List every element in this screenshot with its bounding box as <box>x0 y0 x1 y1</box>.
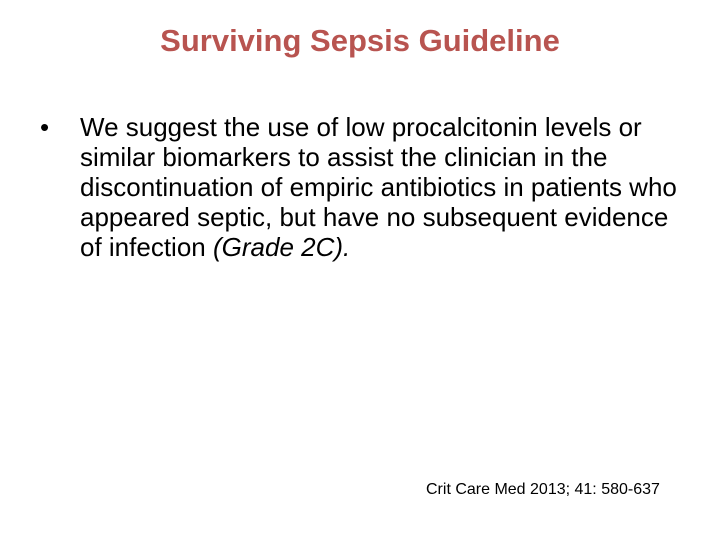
citation: Crit Care Med 2013; 41: 580-637 <box>426 481 660 498</box>
bullet-text: We suggest the use of low procalcitonin levels or similar biomarkers to assist the clinician in the discontinuation of empiric antibiotics in patients who appeared septic, but have no subsequent evidence of infection <box>80 112 677 262</box>
bullet-item <box>40 112 680 262</box>
grade-label: (Grade 2C). <box>212 232 351 262</box>
slide-title: Surviving Sepsis Guideline <box>160 23 560 58</box>
bullet-marker: • <box>40 112 50 142</box>
bullet-list <box>40 112 680 262</box>
